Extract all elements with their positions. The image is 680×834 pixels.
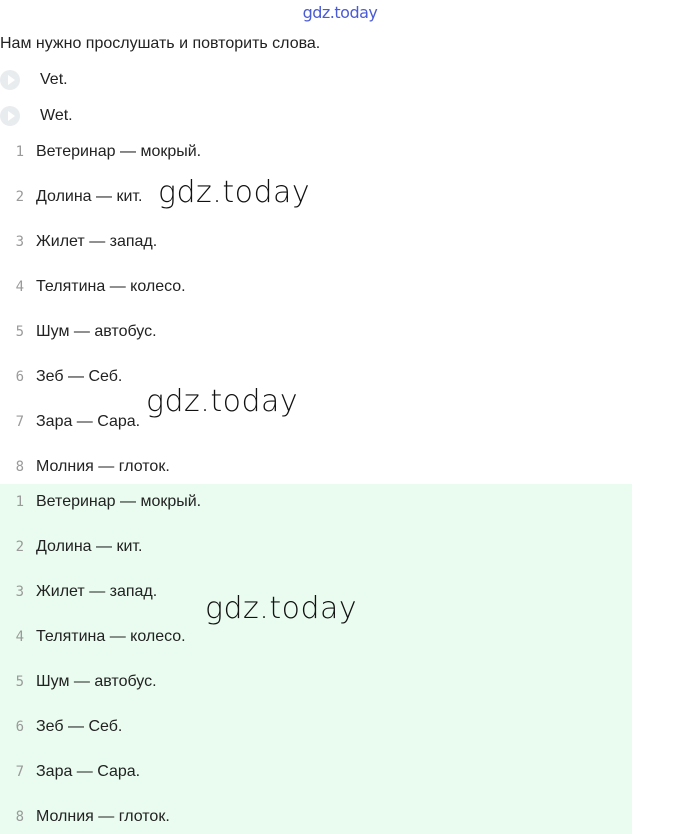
item-text: Молния — глоток. [36, 458, 170, 475]
item-number: 2 [15, 189, 24, 205]
play-icon[interactable] [0, 70, 20, 90]
item-text: Зара — Сара. [36, 413, 141, 430]
item-number: 6 [15, 369, 24, 385]
item-number: 6 [15, 719, 24, 735]
item-number: 5 [15, 324, 24, 340]
item-text: Зара — Сара. [36, 763, 141, 780]
item-text: Шум — автобус. [36, 673, 157, 690]
item-text: Долина — кит. [36, 188, 143, 205]
watermark: gdz.today [158, 175, 311, 210]
item-text: Ветеринар — мокрый. [36, 143, 202, 160]
answer-item [0, 715, 122, 739]
item-number: 7 [15, 414, 24, 430]
answer-item [0, 490, 201, 514]
item-text: Молния — глоток. [36, 808, 170, 825]
item-text: Шум — автобус. [36, 323, 157, 340]
list-item [0, 365, 122, 389]
item-text: Зеб — Себ. [36, 368, 123, 385]
item-number: 4 [15, 629, 24, 645]
item-text: Телятина — колесо. [36, 278, 186, 295]
item-number: 3 [15, 584, 24, 600]
audio-item-vet[interactable] [0, 68, 68, 92]
list-item [0, 230, 157, 254]
watermark: gdz.today [146, 384, 299, 419]
answer-item [0, 625, 186, 649]
audio-word: Vet. [40, 71, 68, 88]
item-text: Жилет — запад. [36, 583, 158, 600]
watermark: gdz.today [205, 591, 358, 626]
answer-item [0, 805, 170, 829]
item-number: 4 [15, 279, 24, 295]
list-item [0, 140, 201, 164]
site-brand[interactable]: gdz.today [302, 3, 378, 22]
item-number: 1 [15, 494, 24, 510]
item-text: Ветеринар — мокрый. [36, 493, 202, 510]
item-text: Жилет — запад. [36, 233, 158, 250]
play-icon[interactable] [0, 106, 20, 126]
item-text: Зеб — Себ. [36, 718, 123, 735]
item-number: 1 [15, 144, 24, 160]
answer-item [0, 535, 142, 559]
audio-word: Wet. [40, 107, 73, 124]
answer-item [0, 760, 140, 784]
answer-item [0, 670, 157, 694]
item-number: 5 [15, 674, 24, 690]
answer-item [0, 580, 157, 604]
task-instruction: Нам нужно прослушать и повторить слова. [0, 35, 321, 52]
audio-item-wet[interactable] [0, 104, 73, 128]
item-number: 7 [15, 764, 24, 780]
item-number: 2 [15, 539, 24, 555]
item-number: 8 [15, 809, 24, 825]
list-item [0, 275, 186, 299]
list-item [0, 455, 170, 479]
list-item [0, 410, 140, 434]
list-item [0, 185, 142, 209]
item-number: 3 [15, 234, 24, 250]
list-item [0, 320, 157, 344]
item-text: Долина — кит. [36, 538, 143, 555]
item-number: 8 [15, 459, 24, 475]
item-text: Телятина — колесо. [36, 628, 186, 645]
